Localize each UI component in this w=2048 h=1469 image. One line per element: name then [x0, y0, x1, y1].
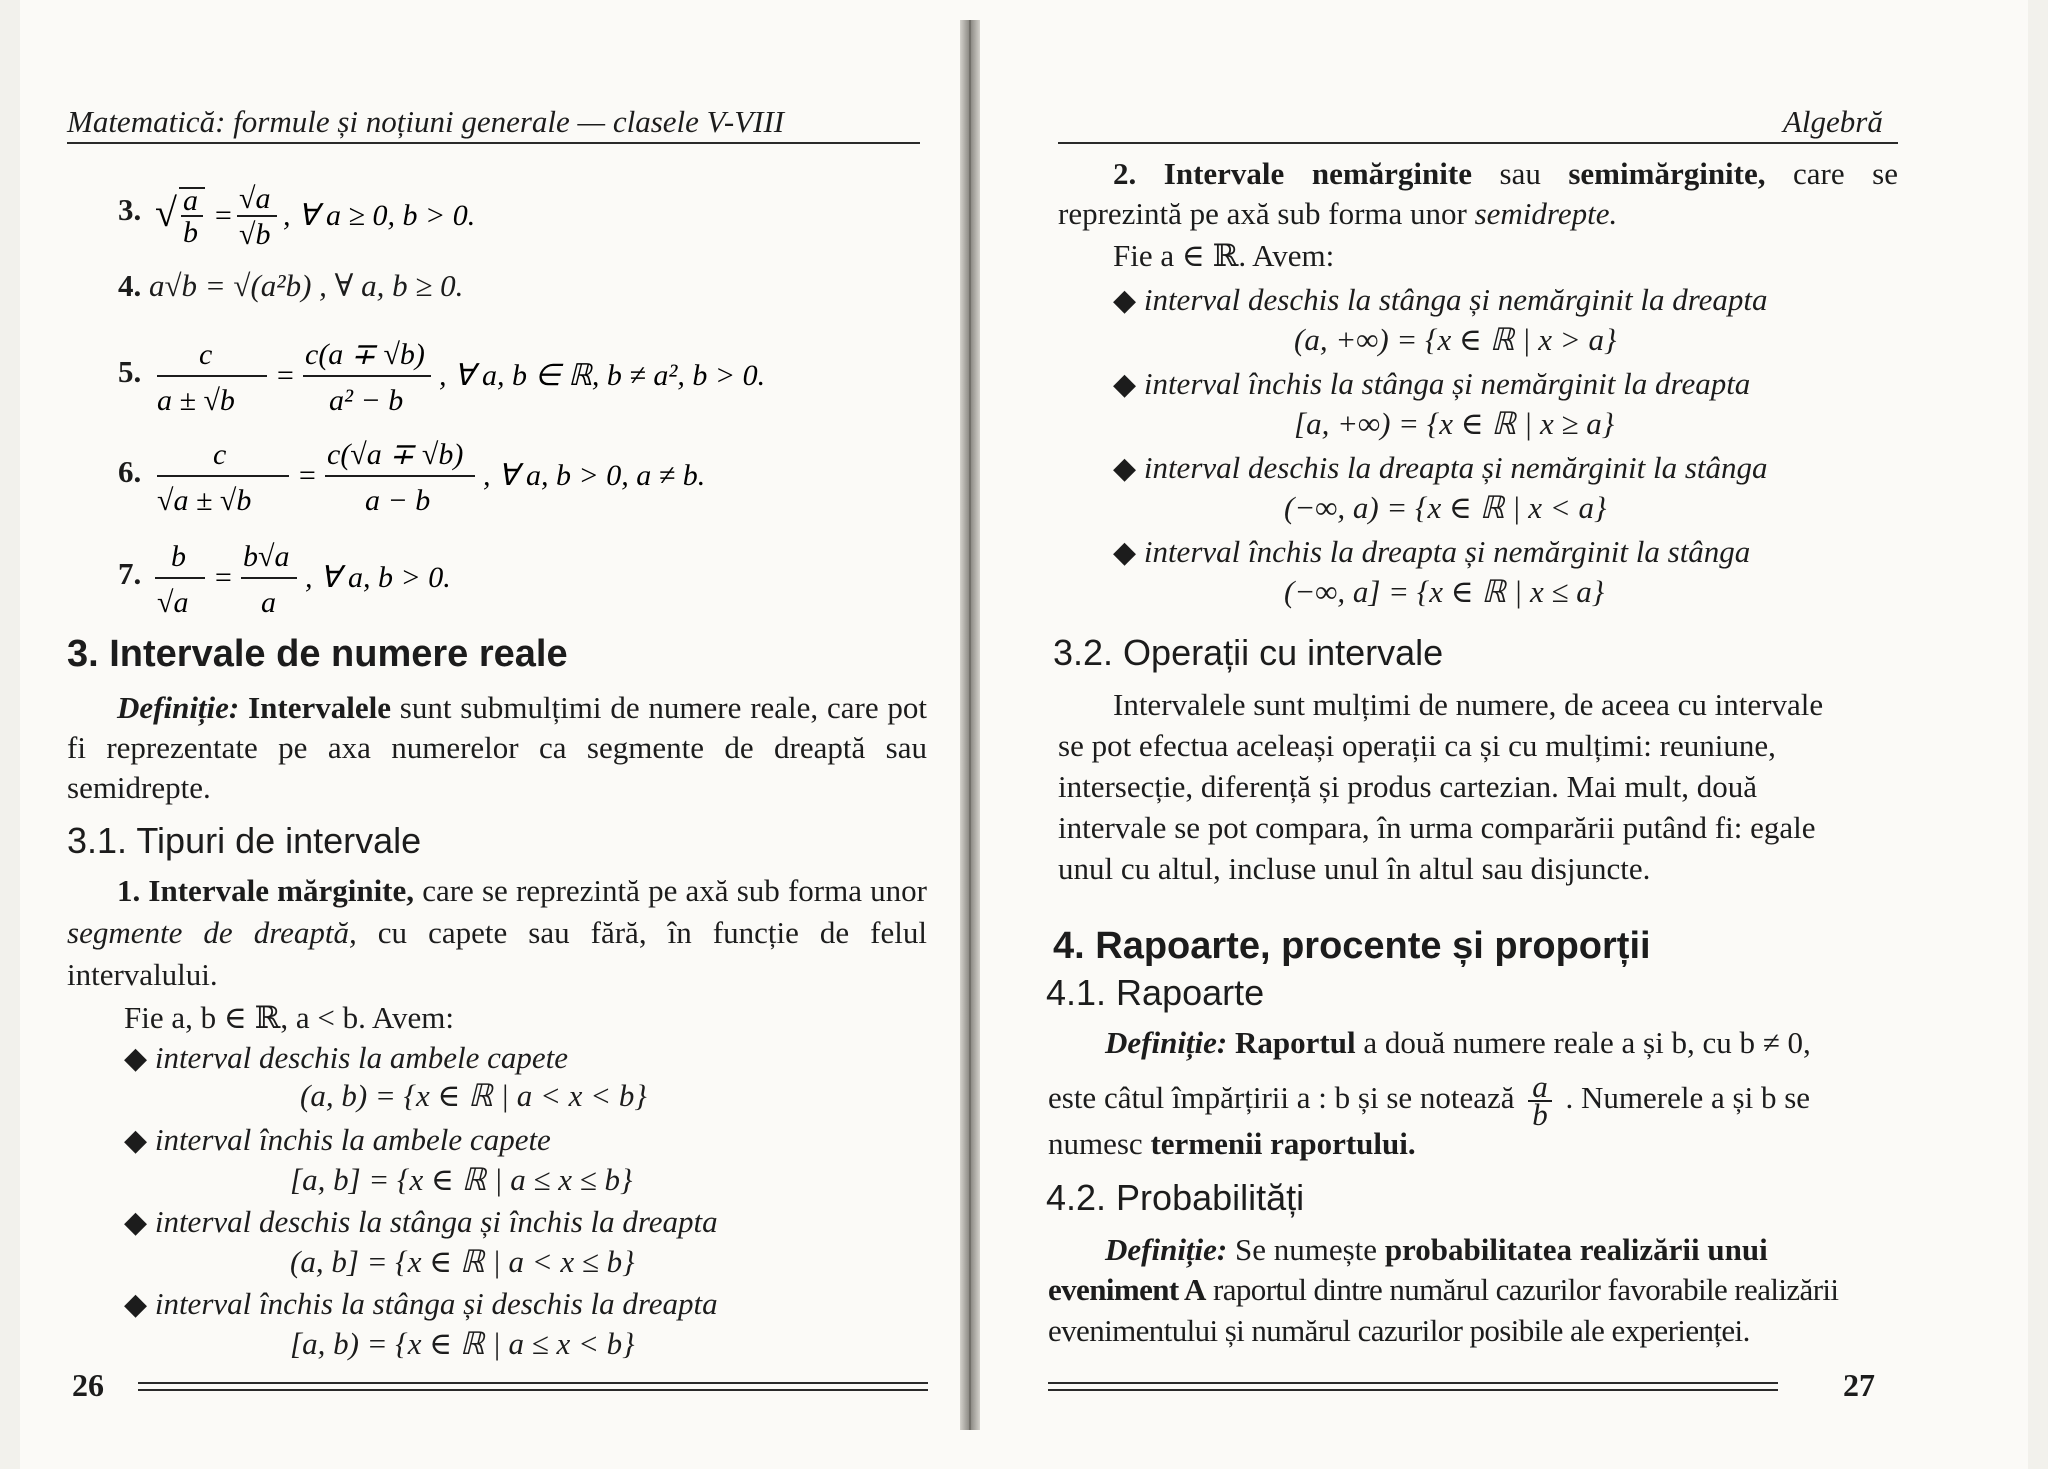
- bullet-r4-formula: (−∞, a] = {x ∈ ℝ | x ≤ a}: [1284, 574, 1605, 609]
- definition-text: raportul dintre numărul cazurilor favorabile realizării: [1205, 1272, 1839, 1307]
- diamond-bullet-icon: ◆: [1113, 536, 1137, 569]
- item-1-text: care se reprezintă pe axă sub forma unor: [414, 873, 927, 908]
- formula-3: 3. √ a b = √a √b , ∀ a ≥ 0, b > 0.: [118, 172, 529, 254]
- definition-term: probabilitatea realizării unui: [1384, 1232, 1768, 1267]
- text-line: intervale se pot compara, în urma comparării putând fi: egale: [1058, 810, 1816, 845]
- running-header: Algebră: [1783, 104, 1883, 139]
- definition-41-line-1: [1105, 1025, 1811, 1061]
- bullet-3-title: interval deschis la stânga și închis la dreapta: [154, 1204, 718, 1239]
- right-page: [980, 0, 2028, 1469]
- formula-6-graphic: [149, 430, 869, 520]
- section-32-title: 3.2. Operații cu intervale: [1053, 632, 1444, 673]
- svg-text:, ∀ a, b ∈ ℝ, b ≠ a², b > 0.: , ∀ a, b ∈ ℝ, b ≠ a², b > 0.: [439, 359, 766, 392]
- svg-text:√a: √a: [157, 586, 189, 619]
- bullet-r3-title: interval deschis la dreapta și nemărginit la stânga: [1143, 450, 1768, 485]
- diamond-bullet-icon: ◆: [124, 1124, 148, 1157]
- svg-text:=: =: [297, 459, 318, 492]
- svg-text:c(√a ∓ √b): c(√a ∓ √b): [327, 438, 464, 471]
- svg-text:=: =: [275, 359, 296, 392]
- svg-text:√b: √b: [239, 218, 271, 251]
- header-rule: [67, 142, 920, 144]
- bullet-r4-title: interval închis la dreapta și nemărginit la stânga: [1143, 534, 1751, 569]
- item-1-text-2: cu capete sau fără, în funcție de felul intervalului.: [67, 915, 927, 992]
- bullet-1: [124, 1040, 568, 1076]
- book-spine: [960, 20, 980, 1430]
- bullet-r2-title: interval închis la stânga și nemărginit la dreapta: [1143, 366, 1751, 401]
- definition-text: . Numerele a și b se: [1565, 1080, 1811, 1116]
- svg-text:, ∀ a ≥ 0, b > 0.: , ∀ a ≥ 0, b > 0.: [283, 199, 476, 232]
- definition-text: este câtul împărțirii a : b și se notează: [1048, 1080, 1515, 1116]
- definition-label: Definiție:: [1105, 1025, 1228, 1060]
- formula-4: 4. a√b = √(a²b) , ∀ a, b ≥ 0.: [118, 268, 464, 303]
- footer-rule-left: [138, 1382, 928, 1391]
- item-1-paragraph: [67, 870, 927, 996]
- bullet-r3: [1113, 450, 1768, 486]
- definition-42-line-1: [1105, 1232, 1768, 1268]
- svg-text:, ∀ a, b > 0.: , ∀ a, b > 0.: [305, 561, 451, 594]
- diamond-bullet-icon: ◆: [124, 1206, 148, 1239]
- section-4-title: 4. Rapoarte, procente și proporții: [1053, 925, 1651, 967]
- svg-text:, ∀ a, b > 0, a ≠ b.: , ∀ a, b > 0, a ≠ b.: [483, 459, 706, 492]
- definition-text: numesc: [1048, 1126, 1151, 1161]
- bullet-1-formula: (a, b) = {x ∈ ℝ | a < x < b}: [300, 1078, 647, 1113]
- definition-label: Definiție:: [1105, 1232, 1228, 1267]
- bullet-2: [124, 1122, 551, 1158]
- item-2-italic: semidrepte.: [1474, 196, 1618, 231]
- svg-text:√: √: [155, 190, 177, 235]
- formula-7: 7. b √a = b√a a , ∀ a, b > 0.: [118, 532, 589, 622]
- diamond-bullet-icon: ◆: [1113, 452, 1137, 485]
- section-42-title: 4.2. Probabilități: [1046, 1177, 1305, 1218]
- definition-text: sunt submulțimi de numere reale, care pot fi reprezentate pe axa numerelor ca segmente de dreaptă sau semidrepte.: [67, 690, 928, 805]
- bullet-4: [124, 1286, 718, 1322]
- svg-text:√a ± √b: √a ± √b: [157, 484, 252, 517]
- definition-42-line-2: [1048, 1272, 1838, 1308]
- bullet-r4: [1113, 534, 1750, 570]
- left-page: [20, 0, 980, 1469]
- item-2-paragraph: [1058, 154, 1898, 234]
- definition-term: termenii raportului.: [1150, 1126, 1416, 1161]
- bullet-r1-formula: (a, +∞) = {x ∈ ℝ | x > a}: [1294, 322, 1617, 357]
- definition-term: Raportul: [1235, 1025, 1356, 1060]
- page-number-left: 26: [72, 1367, 104, 1403]
- diamond-bullet-icon: ◆: [1113, 368, 1137, 401]
- fraction-denominator: b: [1532, 1097, 1548, 1132]
- item-2-text: care se reprezintă pe axă sub forma unor: [1058, 156, 1898, 231]
- section-32-paragraph: [1058, 684, 1823, 889]
- definition-41-line-2: [1048, 1069, 1811, 1132]
- item-1-term: 1. Intervale mărginite,: [117, 873, 415, 908]
- text-line: Intervalele sunt mulțimi de numere, de aceea cu intervale: [1113, 687, 1824, 722]
- svg-text:√a: √a: [239, 182, 271, 215]
- svg-text:=: =: [213, 199, 234, 232]
- definition-41-line-3: [1048, 1126, 1416, 1162]
- svg-text:b√a: b√a: [243, 540, 290, 573]
- item-1-italic: segmente de dreaptă,: [67, 915, 357, 950]
- bullet-r2: [1113, 366, 1750, 402]
- svg-text:b: b: [171, 540, 186, 573]
- running-header: Matematică: formule și noțiuni generale — clasele V-VIII: [67, 104, 785, 139]
- diamond-bullet-icon: ◆: [124, 1288, 148, 1321]
- formula-5: 5. c a ± √b = c(a ∓ √b) a² − b , ∀ a, b ∈ ℝ, b ≠ a², b > 0.: [118, 330, 869, 420]
- item-2-term: 2. Intervale nemărginite: [1113, 156, 1472, 191]
- definition-label: Definiție:: [117, 690, 240, 725]
- definition-term: eveniment A: [1048, 1272, 1206, 1307]
- svg-text:b: b: [183, 216, 198, 249]
- diamond-bullet-icon: ◆: [124, 1042, 148, 1075]
- svg-text:c: c: [199, 338, 213, 371]
- bullet-2-formula: [a, b] = {x ∈ ℝ | a ≤ x ≤ b}: [290, 1162, 633, 1197]
- svg-text:a: a: [183, 184, 198, 217]
- item-2-mid: sau: [1471, 156, 1569, 191]
- text-line: se pot efectua aceleași operații ca și cu mulțimi: reuniune,: [1058, 728, 1776, 763]
- fraction-a-over-b: [1528, 1069, 1552, 1132]
- formula-3-graphic: [149, 172, 529, 254]
- bullet-r3-formula: (−∞, a) = {x ∈ ℝ | x < a}: [1284, 490, 1607, 525]
- formula-5-graphic: [149, 330, 869, 420]
- section-3-title: 3. Intervale de numere reale: [67, 633, 568, 675]
- svg-text:a − b: a − b: [365, 484, 431, 517]
- svg-text:a: a: [261, 586, 276, 619]
- header-rule: [1058, 142, 1898, 144]
- text-line: intersecție, diferență și produs cartezian. Mai mult, două: [1058, 769, 1757, 804]
- svg-text:=: =: [213, 561, 234, 594]
- bullet-r1-title: interval deschis la stânga și nemărginit la dreapta: [1143, 282, 1768, 317]
- footer-rule-right: [1048, 1382, 1778, 1391]
- item-2-term-2: semimărginite,: [1568, 156, 1766, 191]
- text-line: unul cu altul, incluse unul în altul sau disjuncte.: [1058, 851, 1651, 886]
- bullet-2-title: interval închis la ambele capete: [154, 1122, 551, 1157]
- page-number-right: 27: [1843, 1367, 1875, 1403]
- bullet-1-title: interval deschis la ambele capete: [154, 1040, 569, 1075]
- formula-7-graphic: [149, 532, 589, 622]
- definition-intervals: [67, 688, 927, 808]
- bullet-4-title: interval închis la stânga și deschis la dreapta: [154, 1286, 718, 1321]
- definition-term: Intervalele: [248, 690, 391, 725]
- diamond-bullet-icon: ◆: [1113, 284, 1137, 317]
- svg-text:c: c: [213, 438, 227, 471]
- fraction-numerator: a: [1528, 1074, 1552, 1102]
- bullet-3: [124, 1204, 718, 1240]
- section-41-title: 4.1. Rapoarte: [1046, 972, 1265, 1013]
- fie-line: Fie a, b ∈ ℝ, a < b. Avem:: [124, 1000, 454, 1035]
- definition-text: Se numește: [1227, 1232, 1385, 1267]
- definition-text: a două numere reale a și b, cu b ≠ 0,: [1355, 1025, 1811, 1060]
- definition-42-line-3: evenimentului și numărul cazurilor posibile ale experienței.: [1048, 1313, 1750, 1348]
- svg-text:a² − b: a² − b: [329, 384, 404, 417]
- bullet-r2-formula: [a, +∞) = {x ∈ ℝ | x ≥ a}: [1294, 406, 1615, 441]
- bullet-3-formula: (a, b] = {x ∈ ℝ | a < x ≤ b}: [290, 1244, 635, 1279]
- bullet-4-formula: [a, b) = {x ∈ ℝ | a ≤ x < b}: [290, 1326, 635, 1361]
- svg-text:a ± √b: a ± √b: [157, 384, 235, 417]
- svg-text:c(a ∓ √b): c(a ∓ √b): [305, 338, 425, 371]
- bullet-r1: [1113, 282, 1768, 318]
- formula-6: 6. c √a ± √b = c(√a ∓ √b) a − b , ∀ a, b > 0, a ≠ b.: [118, 430, 869, 520]
- section-31-title: 3.1. Tipuri de intervale: [67, 820, 422, 861]
- fie-line: Fie a ∈ ℝ. Avem:: [1113, 238, 1335, 273]
